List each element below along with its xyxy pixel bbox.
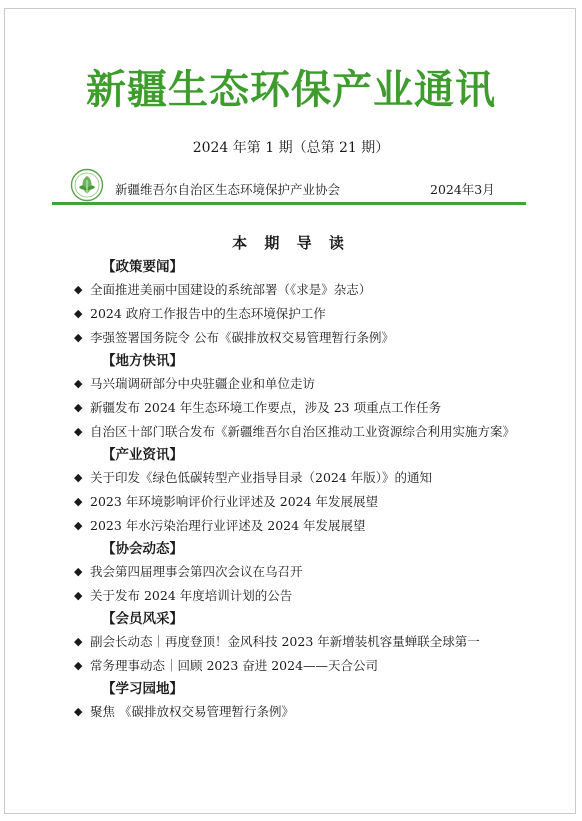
toc-item[interactable] [74, 630, 544, 654]
table-of-contents [74, 256, 544, 724]
toc-item[interactable] [74, 278, 544, 302]
section-title: 【产业资讯】 [102, 447, 183, 463]
toc-item[interactable] [74, 420, 544, 444]
toc-item-text: 2023 年环境影响评价行业评述及 2024 年发展展望 [90, 494, 379, 509]
newsletter-title: 新疆生态环保产业通讯 [86, 67, 496, 113]
diamond-bullet-icon: ◆ [74, 589, 83, 602]
toc-item-text: 常务理事动态｜回顾 2023 奋进 2024——天合公司 [90, 658, 379, 673]
diamond-bullet-icon: ◆ [74, 495, 83, 508]
toc-item-text: 关于发布 2024 年度培训计划的公告 [90, 588, 293, 603]
toc-item[interactable] [74, 396, 544, 420]
diamond-bullet-icon: ◆ [74, 471, 83, 484]
diamond-bullet-icon: ◆ [74, 565, 83, 578]
issue-number: 2024 年第 1 期（总第 21 期） [192, 140, 390, 156]
diamond-bullet-icon: ◆ [74, 307, 83, 320]
section-title: 【会员风采】 [102, 611, 183, 627]
toc-item[interactable] [74, 490, 544, 514]
diamond-bullet-icon: ◆ [74, 283, 83, 296]
toc-item-text: 关于印发《绿色低碳转型产业指导目录（2024 年版）》的通知 [90, 470, 433, 485]
toc-item-text: 新疆发布 2024 年生态环境工作要点，涉及 23 项重点工作任务 [90, 400, 442, 415]
section-title: 【学习园地】 [102, 681, 183, 697]
publication-date: 2024年3月 [430, 182, 495, 197]
diamond-bullet-icon: ◆ [74, 425, 83, 438]
toc-item[interactable] [74, 584, 544, 608]
toc-item-text: 马兴瑞调研部分中央驻疆企业和单位走访 [90, 376, 316, 391]
toc-item[interactable] [74, 700, 544, 724]
toc-item[interactable] [74, 372, 544, 396]
toc-item-text: 2024 政府工作报告中的生态环境保护工作 [90, 306, 326, 321]
toc-item[interactable] [74, 514, 544, 538]
diamond-bullet-icon: ◆ [74, 705, 83, 718]
toc-item[interactable] [74, 466, 544, 490]
diamond-bullet-icon: ◆ [74, 519, 83, 532]
diamond-bullet-icon: ◆ [74, 377, 83, 390]
toc-item-text: 副会长动态｜再度登顶！金风科技 2023 年新增装机容量蝉联全球第一 [90, 634, 480, 649]
association-logo-icon [70, 168, 104, 202]
guide-heading: 本 期 导 读 [232, 234, 350, 252]
toc-section [74, 350, 544, 444]
section-title: 【地方快讯】 [102, 353, 183, 369]
toc-section [74, 608, 544, 678]
diamond-bullet-icon: ◆ [74, 659, 83, 672]
toc-item-text: 我会第四届理事会第四次会议在乌召开 [90, 564, 303, 579]
toc-item[interactable] [74, 302, 544, 326]
toc-item-text: 李强签署国务院令 公布《碳排放权交易管理暂行条例》 [90, 330, 394, 345]
toc-item-text: 自治区十部门联合发布《新疆维吾尔自治区推动工业资源综合利用实施方案》 [90, 424, 516, 439]
toc-section [74, 678, 544, 724]
section-title: 【政策要闻】 [102, 259, 183, 275]
toc-section [74, 538, 544, 608]
diamond-bullet-icon: ◆ [74, 401, 83, 414]
toc-item-text: 2023 年水污染治理行业评述及 2024 年发展展望 [90, 518, 366, 533]
toc-item[interactable] [74, 654, 544, 678]
organization-name: 新疆维吾尔自治区生态环境保护产业协会 [115, 182, 341, 197]
toc-section [74, 256, 544, 350]
toc-item[interactable] [74, 326, 544, 350]
toc-item[interactable] [74, 560, 544, 584]
diamond-bullet-icon: ◆ [74, 635, 83, 648]
toc-item-text: 全面推进美丽中国建设的系统部署（《求是》杂志） [90, 282, 372, 297]
header-divider [52, 202, 526, 205]
toc-item-text: 聚焦 《碳排放权交易管理暂行条例》 [90, 704, 294, 719]
section-title: 【协会动态】 [102, 541, 183, 557]
toc-section [74, 444, 544, 538]
diamond-bullet-icon: ◆ [74, 331, 83, 344]
